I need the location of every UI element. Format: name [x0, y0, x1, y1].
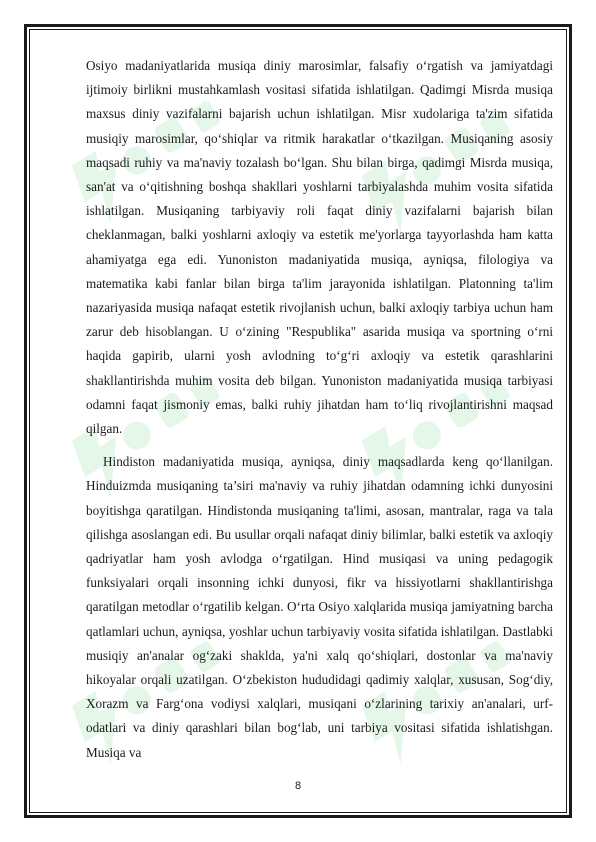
body-text [86, 54, 553, 765]
page-number: 8 [294, 780, 302, 792]
paragraph-1: Osiyo madaniyatlarida musiqa diniy marosimlar, falsafiy o‘rgatish va jamiyatdagi ijtimoiy birlikni mustahkamlash vositasi sifatida ishlatilgan. Qadimgi Misrda musiqa maxsus diniy vazifalarni bajarish uchun ishlatilgan. Misr xudolariga ta'zim sifatida musiqiy marosimlar, qo‘shiqlar va ritmik harakatlar o‘tkazilgan. Musiqaning asosiy maqsadi ruhiy va ma'naviy tozalash bo‘lgan. Shu bilan birga, qadimgi Misrda musiqa, san'at va o‘qitishning boshqa shakllari yoshlarni tarbiyalashda muhim vosita sifatida ishlatilgan. Musiqaning tarbiyaviy roli faqat diniy vazifalarni bajarish bilan cheklanmagan, balki yoshlarni axloqiy va estetik me'yorlarga tayyorlashda ham katta ahamiyatga ega edi. Yunoniston madaniyatida musiqa, ayniqsa, filologiya va matematika kabi fanlar bilan birga ta'lim jarayonida ishlatilgan. Platonning ta'lim nazariyasida musiqa nafaqat estetik rivojlanish uchun, balki axloqiy tarbiya uchun ham zarur deb hisoblangan. U o‘zining "Respublika" asarida musiqa va sportning o‘rni haqida gapirib, ularni yosh avlodning to‘g‘ri axloqiy va estetik qarashlarini shakllantirishda muhim vosita deb bilgan. Yunoniston madaniyatida musiqa tarbiyasi odamni faqat jismoniy emas, balki ruhiy jihatdan ham to‘liq rivojlantirishni maqsad qilgan. [86, 58, 553, 437]
paragraph-2: Hindiston madaniyatida musiqa, ayniqsa, diniy maqsadlarda keng qo‘llanilgan. Hinduizmda musiqaning ta’siri ma'naviy va ruhiy jihatdan odamning ichki dunyosini boyitishga qaratilgan. Hindistonda musiqaning ta'limi, asosan, mantralar, raga va tala qilishga asoslangan edi. Bu usullar orqali nafaqat diniy bilimlar, balki estetik va axloqiy qadriyatlar ham yosh avlodga o‘rgatilgan. Hind musiqasi va uning pedagogik funksiyalari orqali insonning ichki dunyosi, fikr va hissiyotlarni shakllantirishga qaratilgan metodlar o‘rgatilib kelgan. O‘rta Osiyo xalqlarida musiqa jamiyatning barcha qatlamlari uchun, ayniqsa, yoshlar uchun tarbiyaviy vosita sifatida ishlatilgan. Dastlabki musiqiy an'analar og‘zaki shaklda, ya'ni xalq qo‘shiqlari, dostonlar va ma'naviy hikoyalar orqali uzatilgan. O‘zbekiston hududidagi qadimiy xalqlar, xususan, Sog‘diy, Xorazm va Farg‘ona vodiysi xalqlari, musiqani o‘zlarining tarixiy an'analari, urf-odatlari va diniy qarashlari bilan bog‘lab, uni tarbiya vositasi sifatida ishlatishgan. Musiqa va [86, 454, 553, 760]
